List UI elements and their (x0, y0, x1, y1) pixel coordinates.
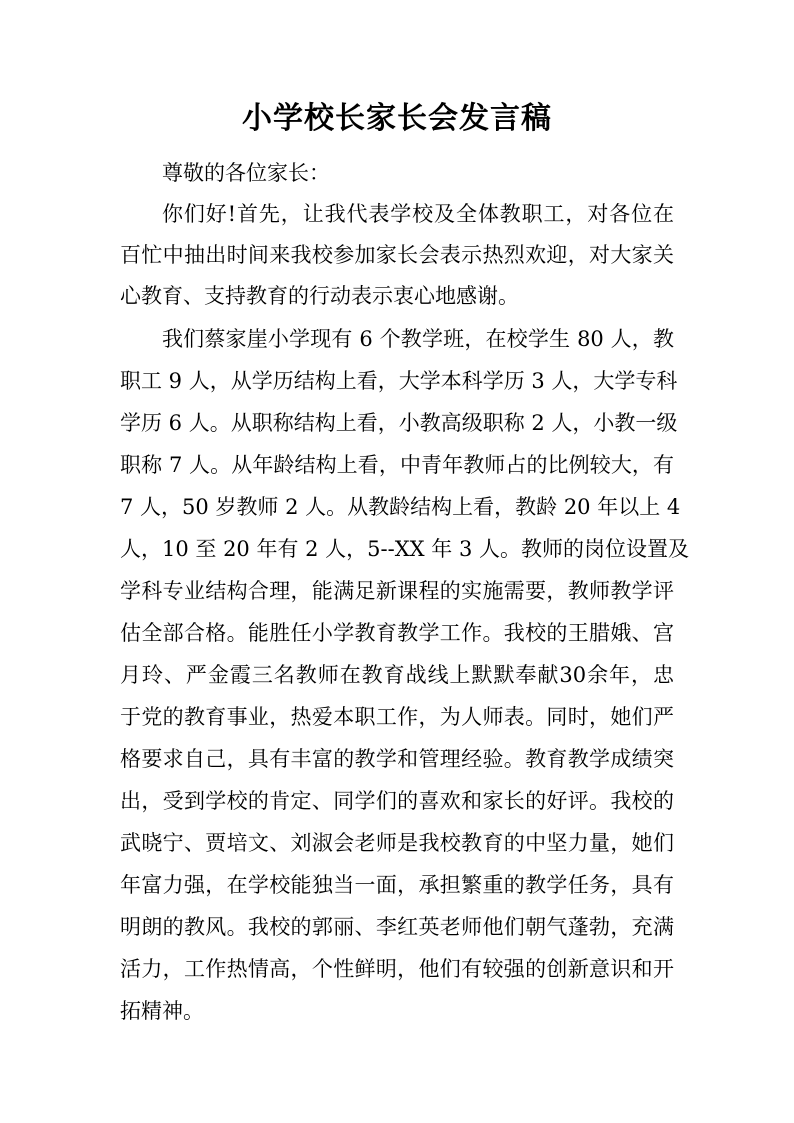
paragraph-line: 拓精神。 (120, 999, 204, 1023)
paragraph-line: 学科专业结构合理，能满足新课程的实施需要，教师教学评 (120, 579, 674, 603)
paragraph-line: 估全部合格。能胜任小学教育教学工作。我校的王腊娥、宫 (120, 621, 674, 645)
paragraph-line: 年富力强，在学校能独当一面，承担繁重的教学任务，具有 (120, 873, 674, 897)
salutation-line: 尊敬的各位家长： (162, 161, 330, 185)
paragraph-line: 百忙中抽出时间来我校参加家长会表示热烈欢迎，对大家关 (120, 243, 674, 267)
document-title: 小学校长家长会发言稿 (242, 101, 552, 136)
paragraph-line: 武晓宁、贾培文、刘淑会老师是我校教育的中坚力量，她们 (120, 831, 674, 855)
paragraph-line: 出，受到学校的肯定、同学们的喜欢和家长的好评。我校的 (120, 789, 674, 813)
paragraph-line: 7 人，50 岁教师 2 人。从教龄结构上看，教龄 20 年以上 4 (120, 495, 681, 519)
paragraph-line: 职称 7 人。从年龄结构上看，中青年教师占的比例较大，有 (120, 453, 674, 477)
paragraph-line: 于党的教育事业，热爱本职工作，为人师表。同时，她们严 (120, 705, 674, 729)
paragraph-line: 格要求自己，具有丰富的教学和管理经验。教育教学成绩突 (120, 747, 674, 771)
paragraph-line: 职工 9 人，从学历结构上看，大学本科学历 3 人，大学专科 (120, 369, 678, 393)
paragraph-line: 人，10 至 20 年有 2 人，5--XX 年 3 人。教师的岗位设置及 (120, 537, 690, 561)
paragraph-line: 心教育、支持教育的行动表示衷心地感谢。 (120, 284, 519, 308)
paragraph-line: 明朗的教风。我校的郭丽、李红英老师他们朝气蓬勃，充满 (120, 915, 674, 939)
paragraph-line: 学历 6 人。从职称结构上看，小教高级职称 2 人，小教一级 (120, 411, 678, 435)
paragraph-line: 我们蔡家崖小学现有 6 个教学班，在校学生 80 人，教 (162, 327, 674, 351)
paragraph-line: 你们好!首先，让我代表学校及全体教职工，对各位在 (162, 202, 674, 226)
paragraph-line: 月玲、严金霞三名教师在教育战线上默默奉献30余年，忠 (120, 663, 674, 687)
paragraph-line: 活力，工作热情高，个性鲜明，他们有较强的创新意识和开 (120, 957, 674, 981)
